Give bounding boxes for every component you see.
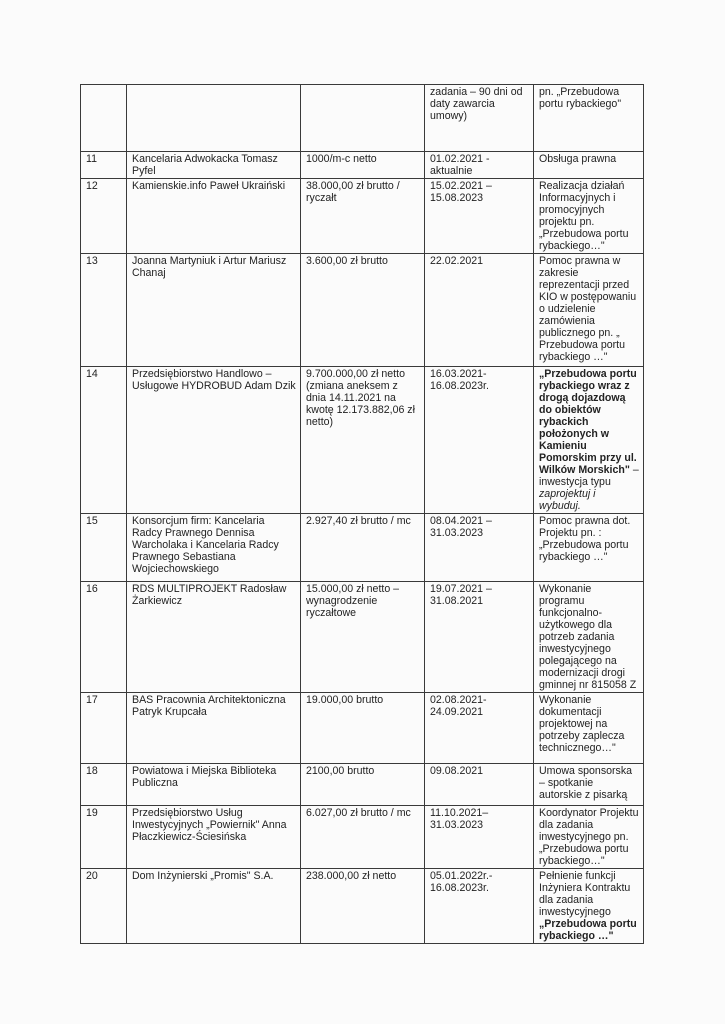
contracts-table	[80, 84, 644, 944]
cell-subject: Pomoc prawna dot. Projektu pn. : „Przebudowa portu rybackiego …"	[534, 514, 644, 582]
table-row	[81, 764, 644, 806]
cell-amount: 3.600,00 zł brutto	[301, 254, 425, 367]
cell-term: 01.02.2021 - aktualnie	[425, 152, 534, 179]
cell-amount: 9.700.000,00 zł netto (zmiana aneksem z dnia 14.11.2021 na kwotę 12.173.882,06 zł netto)	[301, 367, 425, 514]
table-row	[81, 869, 644, 944]
table-row	[81, 582, 644, 693]
cell-contractor: Przedsiębiorstwo Handlowo – Usługowe HYDROBUD Adam Dzik	[127, 367, 301, 514]
cell-number: 20	[81, 869, 127, 944]
cell-number: 13	[81, 254, 127, 367]
cell-term: 09.08.2021	[425, 764, 534, 806]
cell-subject: Wykonanie programu funkcjonalno-użytkowego dla potrzeb zadania inwestycyjnego polegającego na modernizacji drogi gminnej nr 815058 Z	[534, 582, 644, 693]
cell-contractor: Kancelaria Adwokacka Tomasz Pyfel	[127, 152, 301, 179]
cell-contractor: BAS Pracownia Architektoniczna Patryk Krupcała	[127, 693, 301, 764]
cell-contractor: Kamienskie.info Paweł Ukraiński	[127, 179, 301, 254]
cell-amount: 238.000,00 zł netto	[301, 869, 425, 944]
cell-term: 15.02.2021 – 15.08.2023	[425, 179, 534, 254]
cell-term: 02.08.2021- 24.09.2021	[425, 693, 534, 764]
table-row	[81, 806, 644, 869]
subject-text-italic: zaprojektuj i wybuduj.	[539, 488, 596, 512]
subject-text: – inwestycja typu	[539, 464, 639, 488]
table-row	[81, 179, 644, 254]
cell-subject: pn. „Przebudowa portu rybackiego"	[534, 85, 644, 152]
cell-contractor: RDS MULTIPROJEKT Radosław Żarkiewicz	[127, 582, 301, 693]
subject-title-bold: „Przebudowa portu rybackiego …"	[539, 918, 637, 942]
cell-contractor: Joanna Martyniuk i Artur Mariusz Chanaj	[127, 254, 301, 367]
cell-subject: Realizacja działań Informacyjnych i promocyjnych projektu pn. „Przebudowa portu rybackiego…"	[534, 179, 644, 254]
subject-title-bold: „Przebudowa portu rybackiego wraz z drogą dojazdową do obiektów rybackich położonych w Kamieniu Pomorskim przy ul. Wilków Morskich"	[539, 368, 637, 476]
cell-contractor	[127, 85, 301, 152]
cell-term: 08.04.2021 – 31.03.2023	[425, 514, 534, 582]
cell-number: 12	[81, 179, 127, 254]
cell-number: 11	[81, 152, 127, 179]
cell-term: 22.02.2021	[425, 254, 534, 367]
cell-term: 11.10.2021– 31.03.2023	[425, 806, 534, 869]
cell-number: 19	[81, 806, 127, 869]
cell-amount: 2100,00 brutto	[301, 764, 425, 806]
cell-number: 16	[81, 582, 127, 693]
cell-amount: 15.000,00 zł netto – wynagrodzenie ryczałtowe	[301, 582, 425, 693]
cell-amount	[301, 85, 425, 152]
table-row	[81, 152, 644, 179]
cell-amount: 1000/m-c netto	[301, 152, 425, 179]
cell-subject: Obsługa prawna	[534, 152, 644, 179]
cell-number: 17	[81, 693, 127, 764]
cell-subject	[534, 869, 644, 944]
cell-contractor: Przedsiębiorstwo Usług Inwestycyjnych „Powiernik" Anna Płaczkiewicz-Ściesińska	[127, 806, 301, 869]
table-row	[81, 367, 644, 514]
cell-number: 18	[81, 764, 127, 806]
table-row	[81, 254, 644, 367]
table-row	[81, 85, 644, 152]
cell-contractor: Konsorcjum firm: Kancelaria Radcy Prawnego Dennisa Warcholaka i Kancelaria Radcy Prawnego Sebastiana Wojciechowskiego	[127, 514, 301, 582]
table-row	[81, 514, 644, 582]
cell-subject: Wykonanie dokumentacji projektowej na potrzeby zaplecza technicznego…"	[534, 693, 644, 764]
cell-amount: 6.027,00 zł brutto / mc	[301, 806, 425, 869]
cell-subject: Pomoc prawna w zakresie reprezentacji przed KIO w postępowaniu o udzielenie zamówienia publicznego pn. „ Przebudowa portu rybackiego …"	[534, 254, 644, 367]
cell-contractor: Dom Inżynierski „Promis" S.A.	[127, 869, 301, 944]
subject-text: Pełnienie funkcji Inżyniera Kontraktu dla zadania inwestycyjnego	[539, 870, 631, 918]
cell-subject: Koordynator Projektu dla zadania inwestycyjnego pn. „Przebudowa portu rybackiego…"	[534, 806, 644, 869]
cell-amount: 38.000,00 zł brutto / ryczałt	[301, 179, 425, 254]
cell-number: 15	[81, 514, 127, 582]
cell-amount: 19.000,00 brutto	[301, 693, 425, 764]
cell-term: 16.03.2021- 16.08.2023r.	[425, 367, 534, 514]
cell-amount: 2.927,40 zł brutto / mc	[301, 514, 425, 582]
table-row	[81, 693, 644, 764]
cell-term: 05.01.2022r.- 16.08.2023r.	[425, 869, 534, 944]
cell-contractor: Powiatowa i Miejska Biblioteka Publiczna	[127, 764, 301, 806]
cell-number: 14	[81, 367, 127, 514]
cell-term: zadania – 90 dni od daty zawarcia umowy)	[425, 85, 534, 152]
cell-number	[81, 85, 127, 152]
cell-term: 19.07.2021 – 31.08.2021	[425, 582, 534, 693]
cell-subject	[534, 367, 644, 514]
cell-subject: Umowa sponsorska – spotkanie autorskie z pisarką	[534, 764, 644, 806]
